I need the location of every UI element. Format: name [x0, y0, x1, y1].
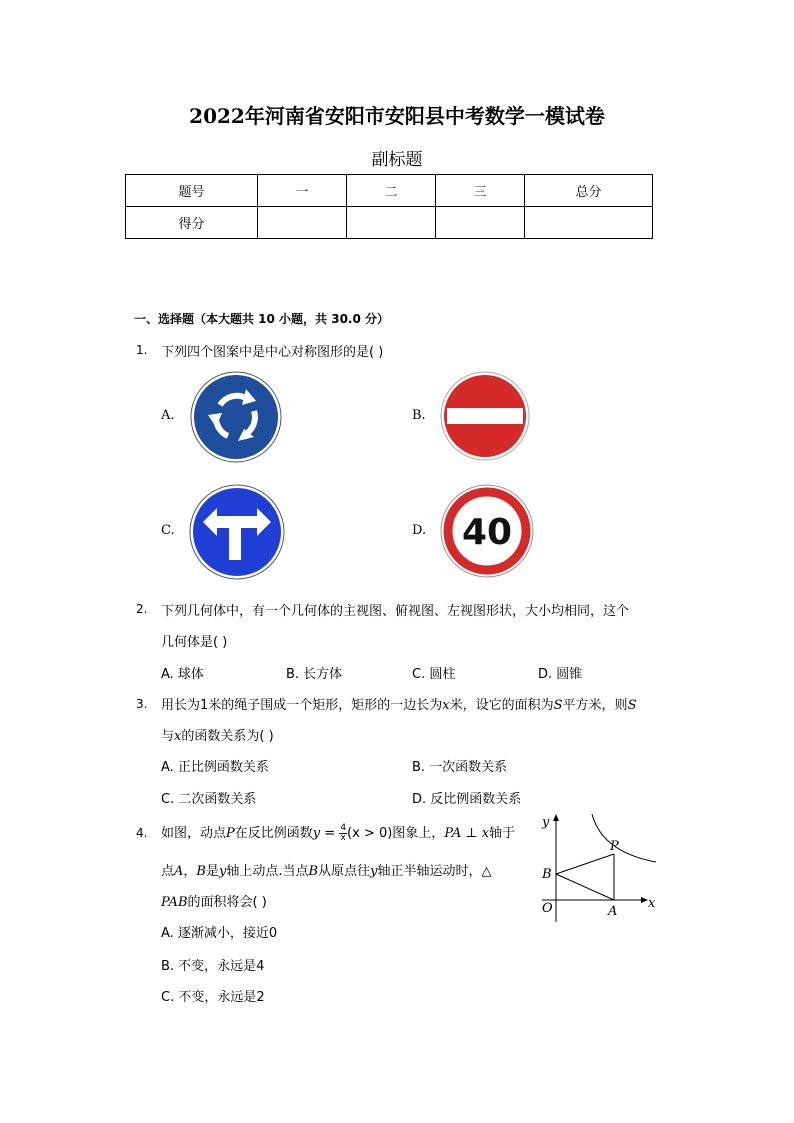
hyperbola-curve — [592, 814, 656, 862]
fraction — [339, 824, 347, 843]
point-a-label: A — [608, 904, 618, 919]
option-b: B. 不变，永远是4 — [161, 959, 265, 974]
fraction-numerator: 4 — [340, 823, 347, 833]
text-span: ， — [183, 864, 197, 879]
math-variable: A — [174, 864, 184, 879]
y-axis-label: y — [542, 815, 550, 830]
x-axis-arrow-icon — [641, 897, 648, 903]
text-span: = — [320, 826, 340, 841]
table-cell — [258, 207, 347, 239]
table-cell: 题号 — [126, 175, 258, 207]
option-b: B. 长方体 — [286, 667, 343, 682]
text-span: 用长为1米的绳子围成一个矩形，矩形的一边长为 — [161, 698, 443, 713]
section-heading: 一、选择题（本大题共 10 小题，共 30.0 分） — [134, 312, 390, 326]
question-text — [161, 822, 515, 843]
text-span: 点 — [161, 864, 175, 879]
table-row — [126, 207, 653, 239]
table-cell — [525, 207, 653, 239]
option-label: B. — [412, 408, 426, 423]
option-label: D. — [412, 523, 427, 538]
option-c: C. 圆柱 — [412, 667, 456, 682]
table-cell — [347, 207, 436, 239]
turn-left-right-sign-icon — [189, 484, 285, 580]
question-number: 2. — [136, 602, 148, 616]
text-span: 轴正半轴运动时，△ — [377, 864, 492, 879]
option-c: C. 不变，永远是2 — [161, 990, 265, 1005]
score-table — [125, 174, 653, 239]
text-span: 如图，动点 — [161, 826, 227, 841]
math-variable: y — [219, 864, 227, 879]
option-a: A. 球体 — [161, 667, 204, 682]
option-b: B. 一次函数关系 — [412, 760, 508, 775]
text-span: 与 — [161, 729, 175, 744]
text-span: 的函数关系为( ) — [181, 729, 274, 744]
table-cell: 总分 — [525, 175, 653, 207]
text-span: (x > 0)图象上， — [347, 826, 445, 841]
question-number: 3. — [136, 697, 148, 711]
math-variable: PA ⊥ x — [444, 826, 490, 841]
text-span: 轴于 — [489, 826, 516, 841]
text-span: 在反比例函数 — [234, 826, 313, 841]
math-variable: y — [312, 826, 321, 841]
origin-label: O — [542, 901, 553, 916]
question-text — [161, 860, 491, 879]
text-span: 的面积将会( ) — [187, 895, 267, 910]
math-variable: S — [553, 698, 563, 713]
option-label: A. — [161, 408, 175, 423]
option-a: A. 正比例函数关系 — [161, 760, 269, 775]
question-text: 几何体是( ) — [161, 635, 228, 650]
text-span: 平方米，则 — [562, 698, 628, 713]
option-d: D. 圆锥 — [538, 667, 583, 682]
speed-limit-text: 40 — [461, 512, 513, 553]
page-subtitle: 副标题 — [371, 150, 423, 170]
table-cell: 二 — [347, 175, 436, 207]
y-axis-arrow-icon — [553, 814, 559, 821]
segment-ba — [556, 874, 614, 900]
math-variable: x — [442, 698, 450, 713]
question-text: 下列四个图案中是中心对称图形的是( ) — [161, 345, 384, 360]
math-variable: S — [627, 698, 637, 713]
question-number: 1. — [136, 343, 148, 357]
question-text: 下列几何体中，有一个几何体的主视图、俯视图、左视图形状，大小均相同，这个 — [161, 604, 630, 619]
geometry-figure — [534, 812, 664, 926]
point-b-label: B — [542, 867, 552, 882]
table-cell — [436, 207, 525, 239]
text-span: 从原点往 — [318, 864, 371, 879]
option-d: D. 反比例函数关系 — [412, 792, 522, 807]
speed-limit-sign-icon — [440, 484, 534, 578]
roundabout-sign-icon — [190, 371, 282, 463]
question-text — [161, 891, 267, 910]
text-span: 米，设它的面积为 — [449, 698, 554, 713]
math-variable: B — [308, 864, 319, 879]
question-number: 4. — [136, 826, 148, 840]
math-variable: y — [370, 864, 378, 879]
table-row — [126, 175, 653, 207]
math-variable: x — [174, 729, 182, 744]
option-label: C. — [161, 523, 175, 538]
math-variable: PAB — [161, 895, 188, 910]
table-cell: 得分 — [126, 207, 258, 239]
question-text — [161, 725, 274, 744]
fraction-denominator: x — [340, 833, 346, 843]
text-span: 轴上动点.当点 — [226, 864, 309, 879]
no-entry-sign-icon — [440, 371, 530, 461]
option-c: C. 二次函数关系 — [161, 792, 257, 807]
segment-bp — [556, 854, 614, 874]
table-cell: 一 — [258, 175, 347, 207]
option-a: A. 逐渐减小，接近0 — [161, 926, 278, 941]
text-span: 是 — [205, 864, 219, 879]
math-variable: P — [226, 826, 235, 841]
math-variable: B — [196, 864, 206, 879]
point-p-label: P — [610, 839, 619, 854]
x-axis-label: x — [648, 896, 656, 911]
table-cell: 三 — [436, 175, 525, 207]
page-title: 2022年河南省安阳市安阳县中考数学一模试卷 — [189, 104, 605, 128]
question-text — [161, 694, 636, 713]
